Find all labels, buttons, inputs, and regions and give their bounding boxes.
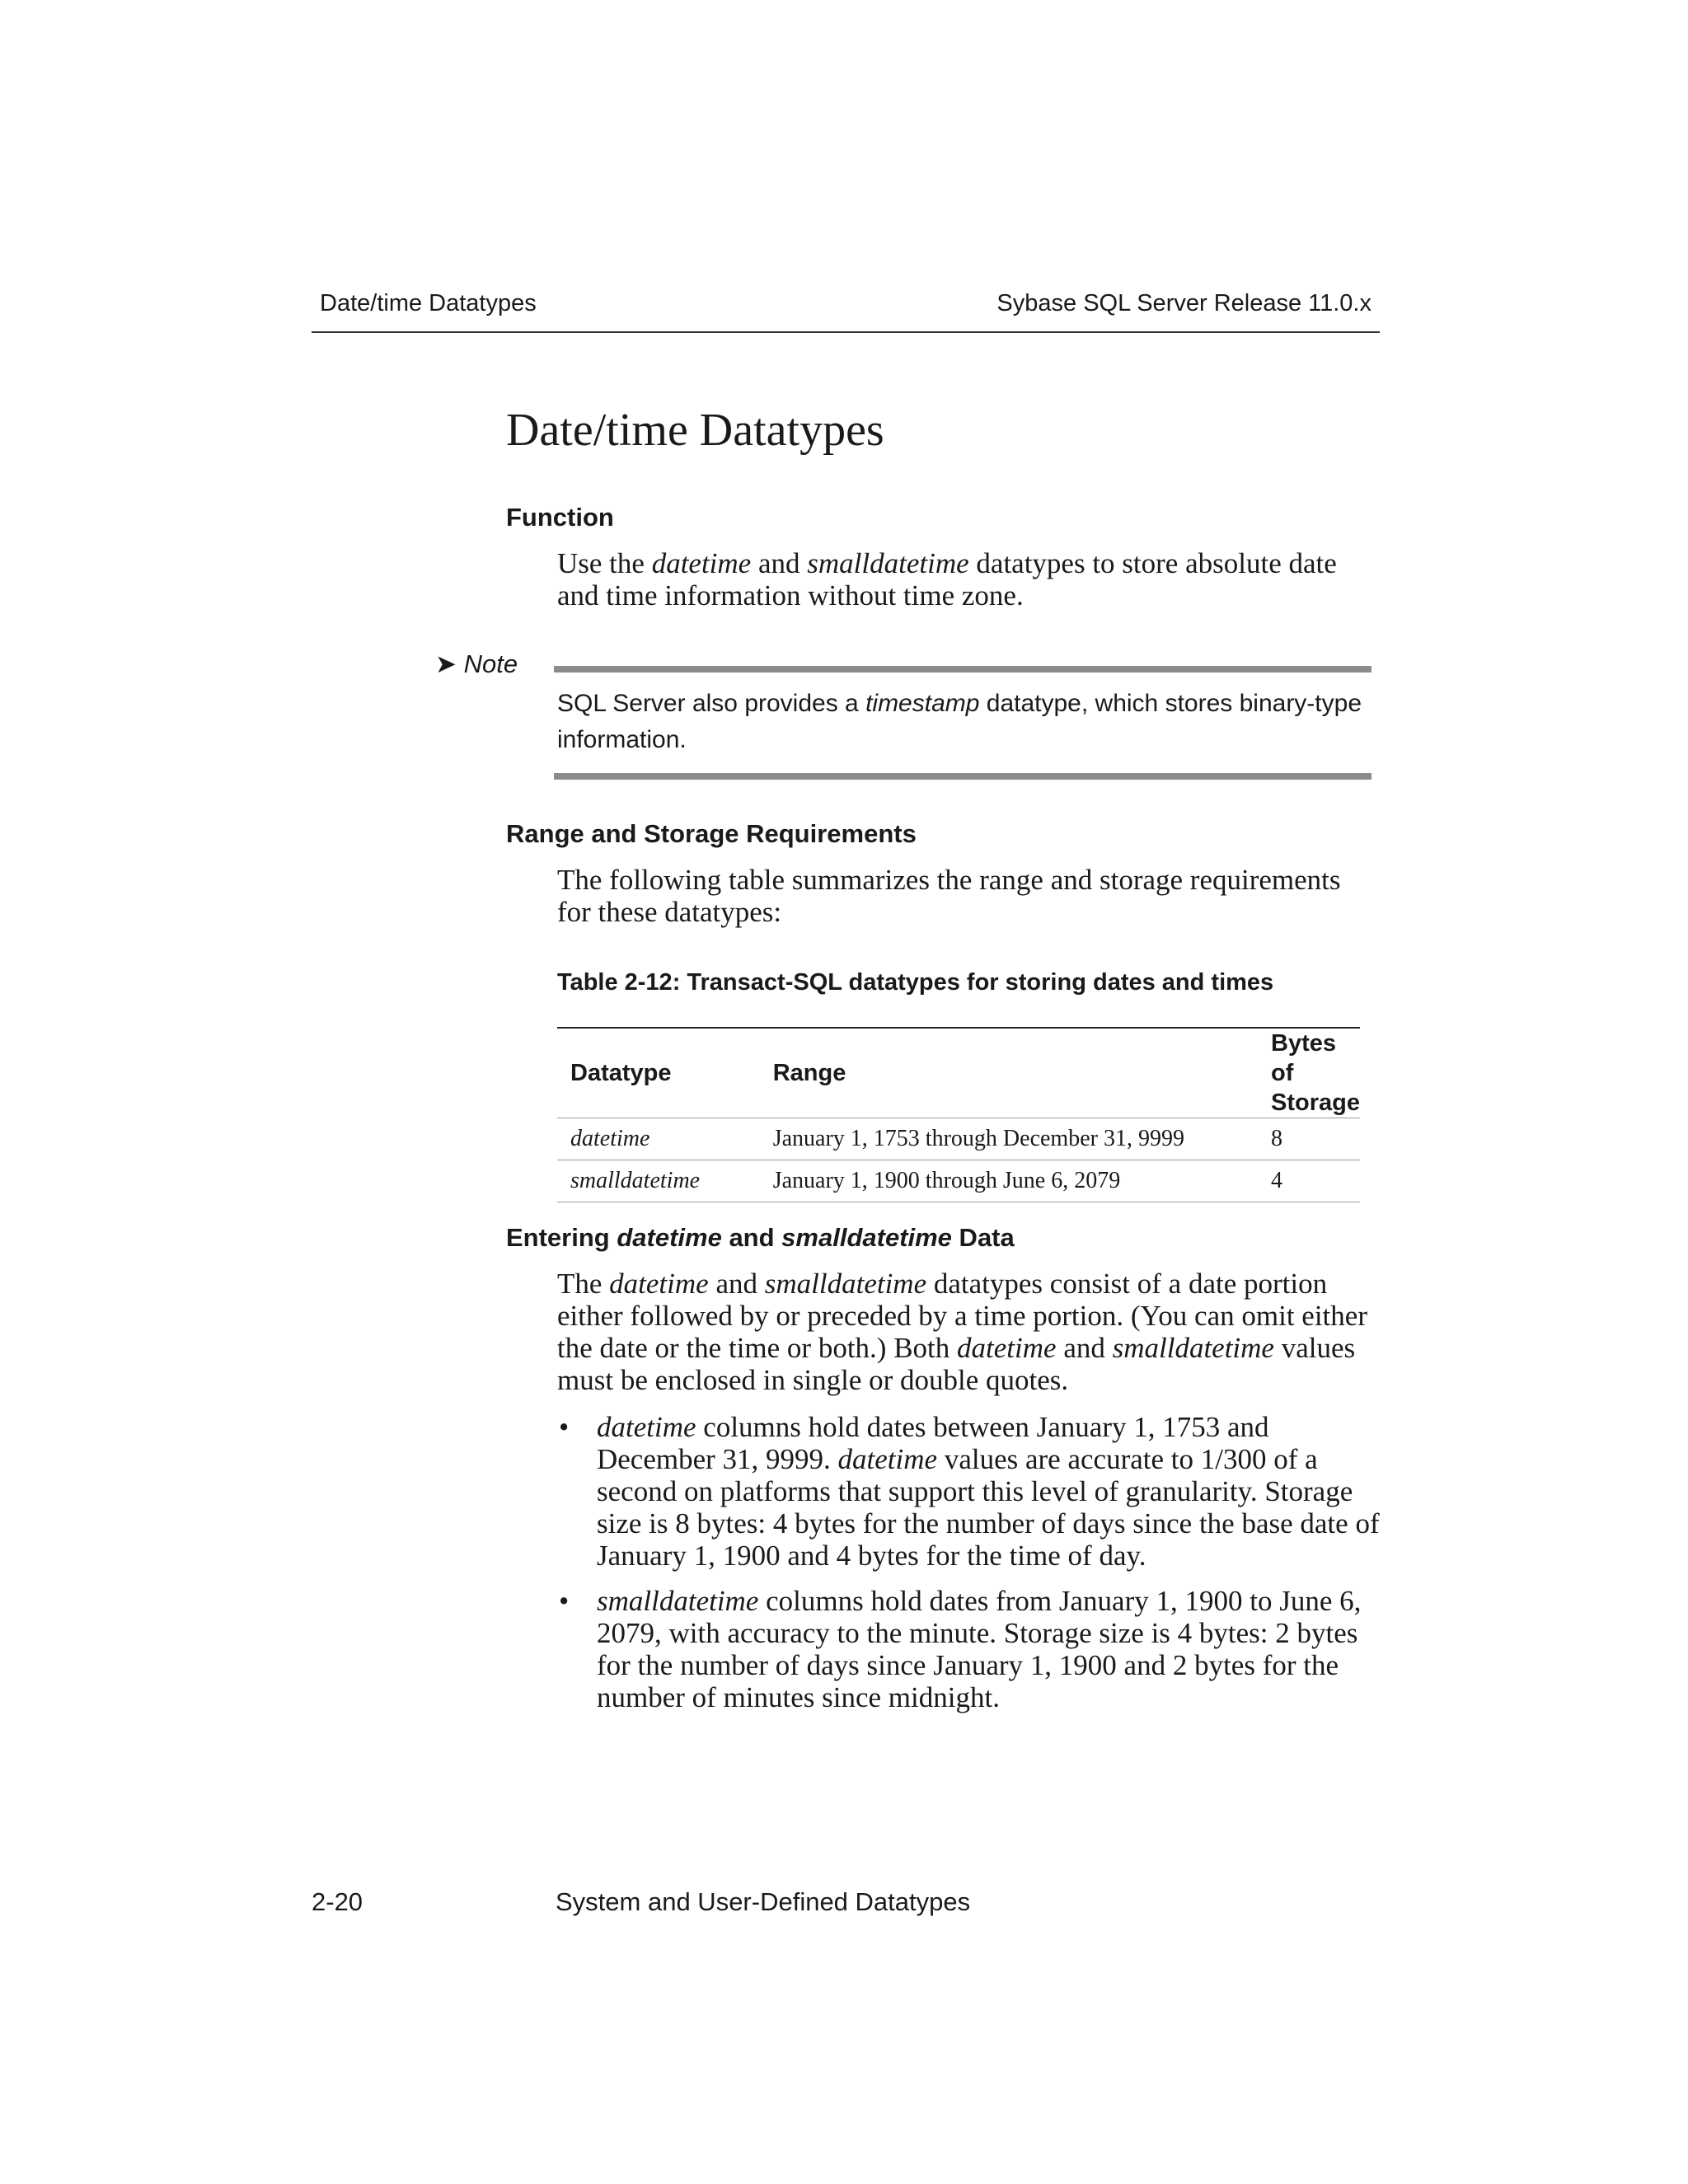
range-cell: January 1, 1900 through June 6, 2079 [760,1160,1258,1202]
table-caption: Table 2-12: Transact-SQL datatypes for storing dates and times [557,969,1274,996]
column-header: Range [760,1028,1258,1118]
range-heading: Range and Storage Requirements [506,819,917,848]
page-title: Date/time Datatypes [506,405,884,456]
function-heading: Function [506,503,614,532]
list-item: • smalldatetime columns hold dates from January 1, 1900 to June 6, 2079, with accuracy to the minute. Storage size is 4 bytes: 2 bytes for the number of days since January 1, 1900 and 2 bytes for the number of minutes since midnight. [557,1585,1381,1713]
entering-heading: Entering datetime and smalldatetime Data [506,1223,1015,1252]
table-row [557,1118,1360,1160]
table-header-row [557,1028,1360,1118]
bytes-cell: 4 [1258,1160,1360,1202]
header-section-title: Date/time Datatypes [320,290,537,316]
datatype-bullets [557,1411,1381,1727]
table-row [557,1160,1360,1202]
note-text: SQL Server also provides a timestamp datatype, which stores binary-type information. [557,690,1362,753]
note-box [554,666,1372,780]
entering-paragraph: The datetime and smalldatetime datatypes consist of a date portion either followed by or preceded by a time portion. (You can omit either the date or the time or both.) Both datetime and smalldatetime values must be enclosed in single or double quotes. [557,1268,1367,1396]
running-header [312,290,1380,333]
list-item: • datetime columns hold dates between January 1, 1753 and December 31, 9999. datetime values are accurate to 1/300 of a second on platforms that support this level of granularity. Storage size is 8 bytes: 4 bytes for the number of days since the base date of January 1, 1900 and 4 bytes for the time of day. [557,1411,1381,1572]
note-label: ➤ Note [435,649,518,678]
datatypes-table [557,1027,1360,1202]
function-paragraph: Use the datetime and smalldatetime datatypes to store absolute date and time information without time zone. [557,547,1337,612]
arrow-icon: ➤ [435,649,457,678]
column-header: Datatype [557,1028,760,1118]
header-release: Sybase SQL Server Release 11.0.x [996,290,1372,316]
range-paragraph: The following table summarizes the range and storage requirements for these datatypes: [557,864,1341,928]
footer-title: System and User-Defined Datatypes [556,1887,971,1916]
column-header: Bytes of Storage [1258,1028,1360,1118]
bytes-cell: 8 [1258,1118,1360,1160]
range-cell: January 1, 1753 through December 31, 9999 [760,1118,1258,1160]
page-number: 2-20 [312,1887,363,1916]
datatype-cell: datetime [557,1118,760,1160]
datatype-cell: smalldatetime [557,1160,760,1202]
